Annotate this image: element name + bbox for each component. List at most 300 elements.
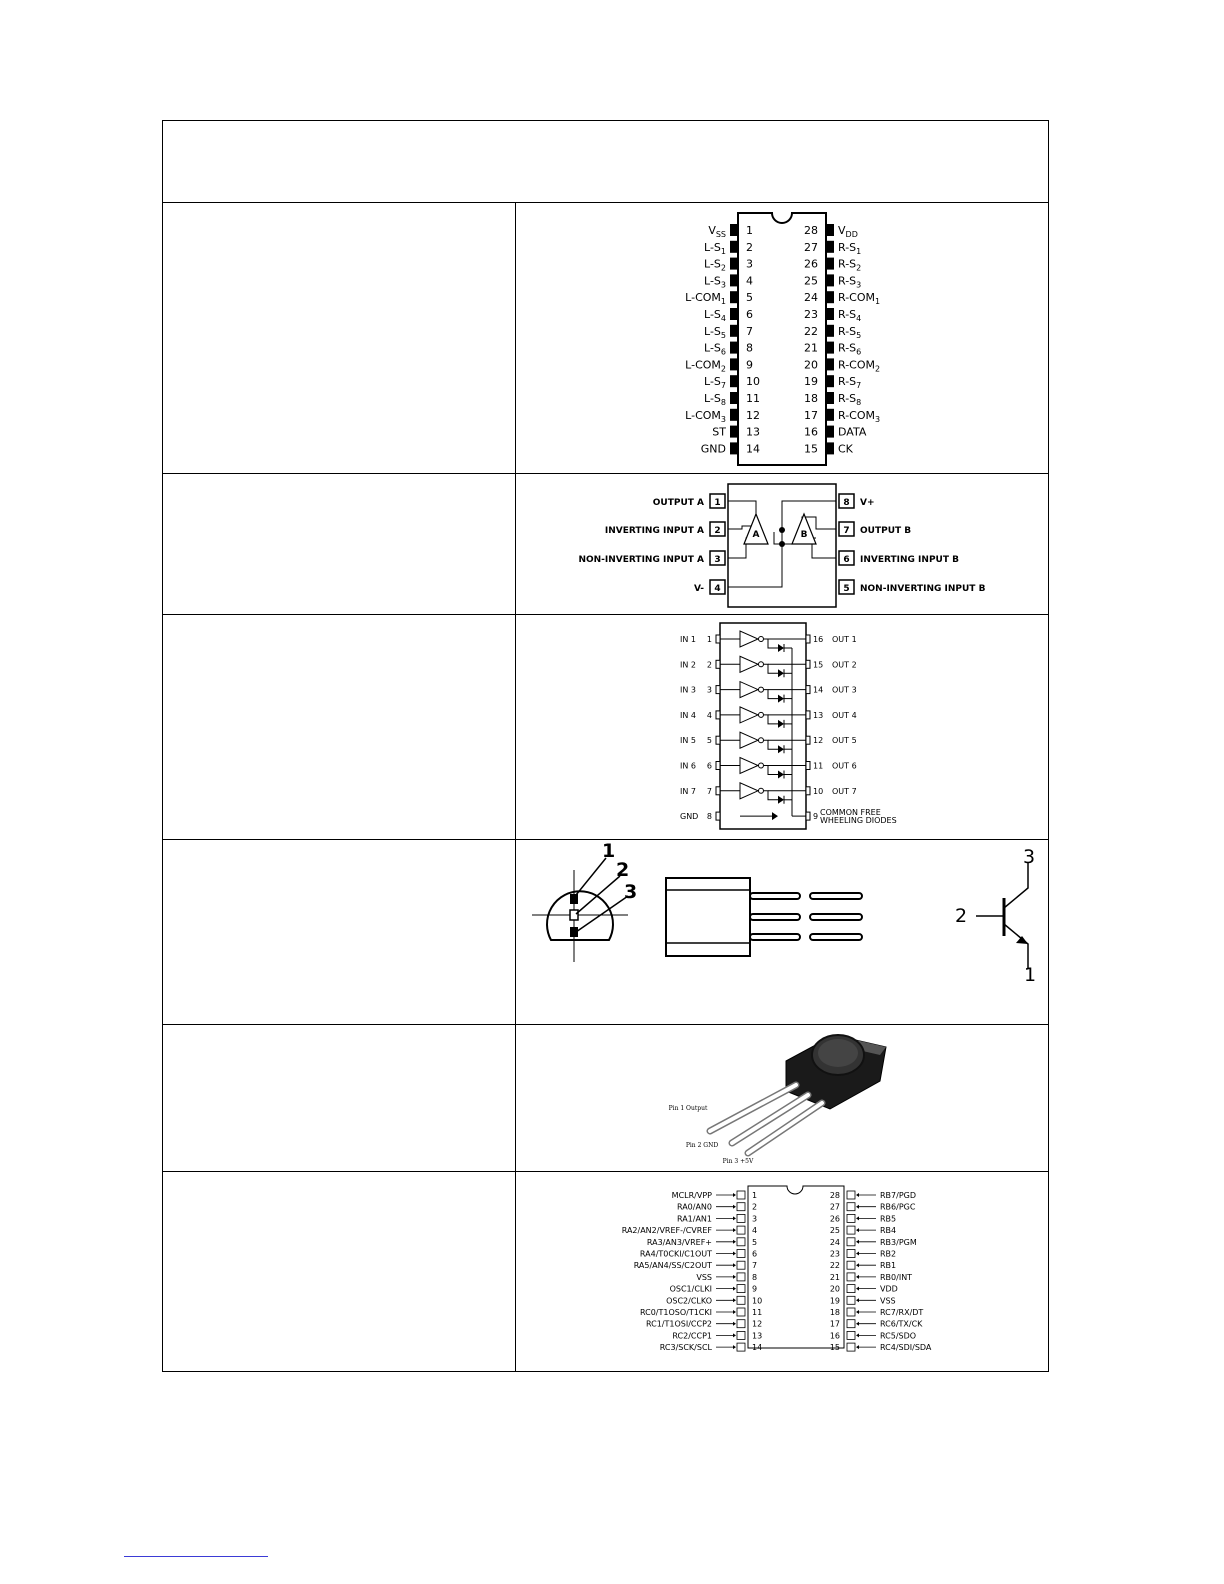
pin-label: IN 2 xyxy=(680,660,696,670)
common-label-line2: WHEELING DIODES xyxy=(820,816,897,826)
pin-2-label: 2 xyxy=(616,859,630,881)
pin-number: 1 xyxy=(746,224,753,237)
row-label-cell xyxy=(163,615,516,839)
pin-number: 19 xyxy=(829,1296,840,1306)
pin-pad xyxy=(847,1250,855,1258)
pin-label: OUT 2 xyxy=(832,660,857,670)
pin-number: 11 xyxy=(746,392,760,405)
pin-number: 2 xyxy=(746,240,753,254)
pin-label: V+ xyxy=(860,498,875,508)
pin-label: RA0/AN0 xyxy=(676,1202,712,1212)
pin-1-caption: Pin 1 Output xyxy=(668,1105,708,1112)
pin-pad xyxy=(737,1261,745,1269)
pin-pad xyxy=(806,787,810,795)
pin-label: $R-COM_2$ xyxy=(838,358,881,374)
diode-symbol xyxy=(778,745,784,753)
pin-pad xyxy=(730,375,737,387)
pin-label: RB6/PGC xyxy=(880,1202,916,1212)
pin-pad xyxy=(806,635,810,643)
pin-label: $L-S_4$ xyxy=(704,308,726,323)
pin-pad xyxy=(737,1285,745,1293)
pin-number: 7 xyxy=(843,526,850,536)
pin-number: 15 xyxy=(804,442,818,456)
pin-number: 12 xyxy=(752,1319,763,1329)
pin-number: 5 xyxy=(746,291,753,305)
arrow-head xyxy=(856,1345,859,1349)
pin-pad xyxy=(847,1191,855,1199)
wire xyxy=(764,639,778,648)
pin-label: $L-COM_2$ xyxy=(685,358,726,374)
pin-pad xyxy=(806,736,810,744)
row-label-cell xyxy=(163,840,516,1024)
arrow-head xyxy=(733,1252,736,1256)
diagram-cell xyxy=(516,1025,1048,1171)
pin-pad xyxy=(716,686,720,694)
pin-number: 10 xyxy=(746,375,760,389)
pin-1-label: 1 xyxy=(602,840,616,862)
pin-pad xyxy=(827,392,834,404)
pin-label: RB3/PGM xyxy=(880,1237,917,1247)
pin-number: 5 xyxy=(843,584,850,594)
pin-label: MCLR/VPP xyxy=(671,1191,712,1200)
footnote-separator xyxy=(124,1556,268,1557)
lead-continued xyxy=(810,914,862,920)
pin-label: RB2 xyxy=(880,1249,897,1259)
pin-label: V- xyxy=(693,584,704,594)
pin-label: RA5/AN4/SS/C2OUT xyxy=(633,1261,712,1271)
pin-pad xyxy=(737,1226,745,1234)
pin-3-caption: Pin 3 +5V xyxy=(722,1158,754,1165)
pin-number: 26 xyxy=(804,257,818,271)
pin-pad xyxy=(827,342,834,354)
pin-pad xyxy=(730,291,737,303)
pin-number: 9 xyxy=(746,358,753,372)
pin-pad xyxy=(827,358,834,370)
pin-label: $R-S_8$ xyxy=(838,392,862,407)
pin-pad xyxy=(827,258,834,270)
diagram-cell xyxy=(516,474,1048,614)
pin-number: 3 xyxy=(746,257,753,271)
pin-number: 3 xyxy=(714,555,721,565)
pin-label: RA2/AN2/VREF-/CVREF xyxy=(621,1226,712,1236)
pin-number: 7 xyxy=(706,786,712,796)
pin-number: 18 xyxy=(804,392,818,405)
pin-label: RC6/TX/CK xyxy=(880,1319,923,1329)
wire xyxy=(764,740,778,749)
pin-label: $L-S_8$ xyxy=(704,392,726,407)
lens-highlight xyxy=(818,1039,858,1067)
pin-pad xyxy=(847,1226,855,1234)
pin-number: 7 xyxy=(752,1261,758,1271)
pin-label: RC4/SDI/SDA xyxy=(880,1343,932,1353)
arrow-head xyxy=(733,1275,736,1279)
pin-pad xyxy=(730,224,737,236)
inverter-bubble xyxy=(759,687,764,692)
pin-label: ST xyxy=(712,425,726,439)
arrow-head xyxy=(856,1193,859,1197)
arrow-head xyxy=(733,1287,736,1291)
pin-pad xyxy=(827,274,834,286)
pin-number: 1 xyxy=(714,498,721,508)
pin-number: 1 xyxy=(752,1191,758,1200)
pin-label: OUT 5 xyxy=(832,736,857,746)
diode-symbol xyxy=(778,796,784,804)
pin-pad xyxy=(806,686,810,694)
pin-number: 25 xyxy=(829,1226,840,1236)
pin-label: $L-S_7$ xyxy=(704,375,726,391)
pin-number: 8 xyxy=(706,812,712,822)
pin-pad xyxy=(737,1296,745,1304)
wire xyxy=(764,690,778,699)
lead-continued xyxy=(810,893,862,899)
symbol-pin-3: 3 xyxy=(1022,846,1036,868)
pin-number: 8 xyxy=(843,498,850,508)
pin-label: GND xyxy=(680,812,699,822)
arrow-head xyxy=(856,1333,859,1337)
pin-pad xyxy=(716,660,720,668)
pin-pad xyxy=(806,812,810,820)
pin-pad xyxy=(847,1285,855,1293)
common-label-line1: COMMON FREE xyxy=(820,808,881,818)
pin-label: $R-COM_3$ xyxy=(838,408,881,424)
pin-number: 5 xyxy=(752,1237,758,1247)
pin-label: $R-S_2$ xyxy=(838,257,862,273)
dip28-pinout-diagram xyxy=(516,203,1048,473)
pin-pad xyxy=(827,291,834,303)
pin-number: 16 xyxy=(829,1331,840,1341)
pin-number: 8 xyxy=(752,1272,758,1282)
diagram-cell xyxy=(516,615,1048,839)
pin-pad xyxy=(806,762,810,770)
arrow-head xyxy=(856,1298,859,1302)
pin-number: 5 xyxy=(706,736,712,746)
pin-label: OUT 1 xyxy=(832,635,857,644)
pin-pad xyxy=(806,660,810,668)
pin-label: IN 3 xyxy=(680,685,696,695)
pin-2-caption: Pin 2 GND xyxy=(685,1142,719,1149)
pin-label: NON-INVERTING INPUT B xyxy=(860,584,986,594)
row-label-cell xyxy=(163,203,516,473)
inverter-bubble xyxy=(759,712,764,717)
pin-number: 7 xyxy=(746,324,753,338)
pin-label: OUT 3 xyxy=(832,685,857,695)
buffer-symbol xyxy=(740,783,758,799)
arrow-head xyxy=(856,1252,859,1256)
pin-pad xyxy=(730,409,737,421)
pin-pad xyxy=(827,426,834,438)
wire xyxy=(764,715,778,724)
inverter-bubble xyxy=(759,662,764,667)
pin-number: 19 xyxy=(804,375,818,389)
collector-lead xyxy=(1004,862,1028,908)
buffer-symbol xyxy=(740,758,758,774)
pin-number: 3 xyxy=(706,685,712,695)
table-row-shift-register xyxy=(163,203,1048,474)
pin-label: IN 5 xyxy=(680,736,696,746)
pin-number: 9 xyxy=(752,1284,758,1294)
pin-pad xyxy=(847,1273,855,1281)
pin-pad xyxy=(730,426,737,438)
pin-number: 20 xyxy=(804,358,818,372)
pin-number: 4 xyxy=(752,1226,758,1236)
pin-number: 16 xyxy=(804,425,818,439)
pin-pad xyxy=(737,1308,745,1316)
pin-label: $L-S_3$ xyxy=(704,274,726,290)
darlington-array-diagram xyxy=(516,615,1048,839)
pin-label: $R-S_6$ xyxy=(838,341,862,357)
arrow-head xyxy=(856,1322,859,1326)
arrow-head xyxy=(856,1287,859,1291)
pin-label: OUT 7 xyxy=(832,786,857,796)
inverter-bubble xyxy=(759,738,764,743)
pin-label: RA3/AN3/VREF+ xyxy=(646,1237,712,1247)
pin-number: 15 xyxy=(829,1343,840,1353)
pin-label: VSS xyxy=(880,1296,896,1306)
table-row-darlington xyxy=(163,615,1048,840)
pin-label: RA1/AN1 xyxy=(676,1214,712,1224)
ic-body xyxy=(720,623,806,829)
ir-receiver-drawing xyxy=(516,1025,1048,1171)
pin-pad xyxy=(847,1261,855,1269)
buffer-symbol xyxy=(740,656,758,672)
pin-pad xyxy=(827,409,834,421)
pin-number: 8 xyxy=(746,341,753,355)
lead-continued xyxy=(810,934,862,940)
pin-number: 6 xyxy=(706,761,712,771)
pin-label: INVERTING INPUT A xyxy=(604,526,704,536)
pin-number: 3 xyxy=(752,1214,758,1224)
arrow-head xyxy=(733,1193,736,1197)
pin-label: RC3/SCK/SCL xyxy=(659,1343,712,1353)
pin-label: RB4 xyxy=(880,1226,897,1236)
pin-number: 6 xyxy=(746,308,753,321)
pin-pad xyxy=(806,711,810,719)
pin-number: 25 xyxy=(804,274,818,288)
symbol-pin-1: 1 xyxy=(1023,964,1037,986)
pin-label: GND xyxy=(700,442,726,456)
pin-number: 13 xyxy=(752,1331,763,1341)
pin-number: 12 xyxy=(813,736,824,746)
pin-number: 24 xyxy=(829,1237,840,1247)
pin-label: IN 4 xyxy=(680,710,696,720)
diode-symbol xyxy=(778,644,784,652)
arrow-head xyxy=(733,1216,736,1220)
wire xyxy=(728,526,752,529)
lead-1 xyxy=(570,894,578,904)
pin-label: INVERTING INPUT B xyxy=(860,555,959,565)
pin-pad xyxy=(847,1214,855,1222)
pin-label: $R-COM_1$ xyxy=(838,291,881,307)
pin-pad xyxy=(730,274,737,286)
transistor-package-diagram xyxy=(516,840,1048,1024)
pin-pad xyxy=(716,711,720,719)
arrow-head xyxy=(733,1228,736,1232)
arrow-head xyxy=(856,1263,859,1267)
pin-label: NON-INVERTING INPUT A xyxy=(578,555,704,565)
pin-label: OSC2/CLKO xyxy=(666,1296,712,1306)
lead xyxy=(750,934,800,940)
table-row-ir-receiver xyxy=(163,1025,1048,1172)
arrow-head xyxy=(733,1263,736,1267)
pin-pad xyxy=(847,1331,855,1339)
arrow-head xyxy=(856,1275,859,1279)
pin-number: 28 xyxy=(829,1191,840,1200)
diode-symbol xyxy=(778,771,784,779)
pin-label: RC7/RX/DT xyxy=(880,1308,924,1317)
to92-outline xyxy=(547,891,613,940)
pin-number: 6 xyxy=(752,1249,758,1259)
pin-label: RB7/PGD xyxy=(880,1191,917,1200)
wire xyxy=(764,791,778,800)
arrow-head xyxy=(733,1298,736,1302)
pin-pad xyxy=(730,308,737,320)
arrow-head xyxy=(856,1228,859,1232)
pin-label: $L-S_2$ xyxy=(704,257,726,273)
wire xyxy=(764,766,778,775)
pin-label: CK xyxy=(838,442,853,456)
pin-number: 2 xyxy=(714,526,721,536)
pin-number: 1 xyxy=(706,635,712,644)
pin-number: 27 xyxy=(829,1202,840,1212)
pin-label: IN 6 xyxy=(680,761,696,771)
pin-label: VDD xyxy=(880,1284,898,1294)
pin-label: RB5 xyxy=(880,1214,897,1224)
pin-label: DATA xyxy=(838,425,867,439)
inverter-bubble xyxy=(759,763,764,768)
lead xyxy=(750,893,800,899)
pin-number: 18 xyxy=(829,1308,840,1317)
leader-3 xyxy=(576,896,628,932)
leader-1 xyxy=(576,858,606,895)
pin-number: 11 xyxy=(752,1308,763,1317)
row-label-cell xyxy=(163,474,516,614)
pin-pad xyxy=(737,1238,745,1246)
pin-pad xyxy=(730,241,737,253)
arrow-head xyxy=(733,1205,736,1209)
pin-number: 21 xyxy=(804,341,818,355)
table-row-transistor xyxy=(163,840,1048,1025)
pin-pad xyxy=(730,258,737,270)
pin-number: 22 xyxy=(829,1261,840,1271)
pin-number: 14 xyxy=(752,1343,763,1353)
pin-label: OUT 4 xyxy=(832,710,857,720)
pin-label: RC5/SDO xyxy=(880,1331,917,1341)
leader-2 xyxy=(576,876,620,914)
emitter-arrow xyxy=(1016,936,1028,944)
pin-label: RA4/T0CKI/C1OUT xyxy=(639,1249,712,1259)
table-header-row xyxy=(163,121,1048,203)
pin-number: 13 xyxy=(746,425,760,439)
amplifier-a-label: A xyxy=(752,530,760,540)
pin-number: 4 xyxy=(714,584,721,594)
pin-label: $R-S_7$ xyxy=(838,375,862,391)
pin-number: 6 xyxy=(843,555,850,565)
pin-label: $V_{SS}$ xyxy=(708,224,726,239)
pin-number: 23 xyxy=(804,308,818,321)
pin-number: 16 xyxy=(813,635,824,644)
wire xyxy=(764,664,778,673)
pin-pad xyxy=(827,224,834,236)
pin-number: 15 xyxy=(813,660,824,670)
pin-pad xyxy=(716,812,720,820)
diagram-cell xyxy=(516,1172,1048,1371)
pin-pad xyxy=(730,358,737,370)
pin-pad xyxy=(737,1191,745,1199)
buffer-symbol xyxy=(740,732,758,748)
pin-3-label: 3 xyxy=(624,881,638,903)
pin-number: 14 xyxy=(746,442,760,456)
pin-label: RC0/T1OSO/T1CKI xyxy=(639,1308,712,1317)
pin-number: 28 xyxy=(804,224,818,237)
pin-label: $R-S_5$ xyxy=(838,324,862,340)
pin-pad xyxy=(847,1203,855,1211)
table-row-opamp xyxy=(163,474,1048,615)
component-table xyxy=(162,120,1049,1372)
row-label-cell xyxy=(163,1172,516,1371)
pin-pad xyxy=(716,635,720,643)
pin-number: 2 xyxy=(706,660,712,670)
diagram-cell xyxy=(516,840,1048,1024)
pin-pad xyxy=(847,1296,855,1304)
arrow-head xyxy=(733,1322,736,1326)
pin-pad xyxy=(827,442,834,454)
arrow-head xyxy=(733,1345,736,1349)
arrow-head xyxy=(856,1240,859,1244)
junction-dot xyxy=(779,541,785,547)
pin-label: IN 7 xyxy=(680,786,696,796)
pin-label: $L-S_1$ xyxy=(704,240,726,256)
pin-pad xyxy=(737,1320,745,1328)
pin-number: 10 xyxy=(752,1296,763,1306)
pin-label: RB1 xyxy=(880,1261,897,1271)
pin-pad xyxy=(716,736,720,744)
pin-number: 13 xyxy=(813,710,824,720)
wire xyxy=(812,538,836,558)
pin-pad xyxy=(737,1343,745,1351)
pin-label: $L-S_6$ xyxy=(704,341,726,357)
buffer-symbol xyxy=(740,707,758,723)
pin-pad xyxy=(847,1343,855,1351)
diode-symbol xyxy=(778,720,784,728)
row-label-cell xyxy=(163,1025,516,1171)
symbol-pin-2: 2 xyxy=(954,905,968,927)
pin-label: RB0/INT xyxy=(880,1272,913,1282)
arrow-head xyxy=(856,1216,859,1220)
inverter-bubble xyxy=(759,788,764,793)
pin-pad xyxy=(847,1308,855,1316)
pin-pad xyxy=(827,325,834,337)
arrow-head xyxy=(733,1333,736,1337)
pin-number: 20 xyxy=(829,1284,840,1294)
pin-pad xyxy=(847,1320,855,1328)
pin-label: OUT 6 xyxy=(832,761,857,771)
pin-label: $L-COM_3$ xyxy=(685,408,726,424)
pin-number: 24 xyxy=(804,291,818,305)
pin-number: 11 xyxy=(813,761,824,771)
diode-symbol xyxy=(778,669,784,677)
arrow-head xyxy=(733,1240,736,1244)
pin-label: $V_{DD}$ xyxy=(838,224,858,239)
pin-label: OSC1/CLKI xyxy=(669,1284,712,1294)
inverter-bubble xyxy=(759,637,764,642)
pin-pad xyxy=(827,375,834,387)
pin-number: 17 xyxy=(829,1319,840,1329)
pin-pad xyxy=(827,241,834,253)
pin-label: IN 1 xyxy=(680,635,696,644)
pin-number: 22 xyxy=(804,324,818,338)
junction-dot xyxy=(779,527,785,533)
pin-label: RC2/CCP1 xyxy=(672,1331,712,1341)
